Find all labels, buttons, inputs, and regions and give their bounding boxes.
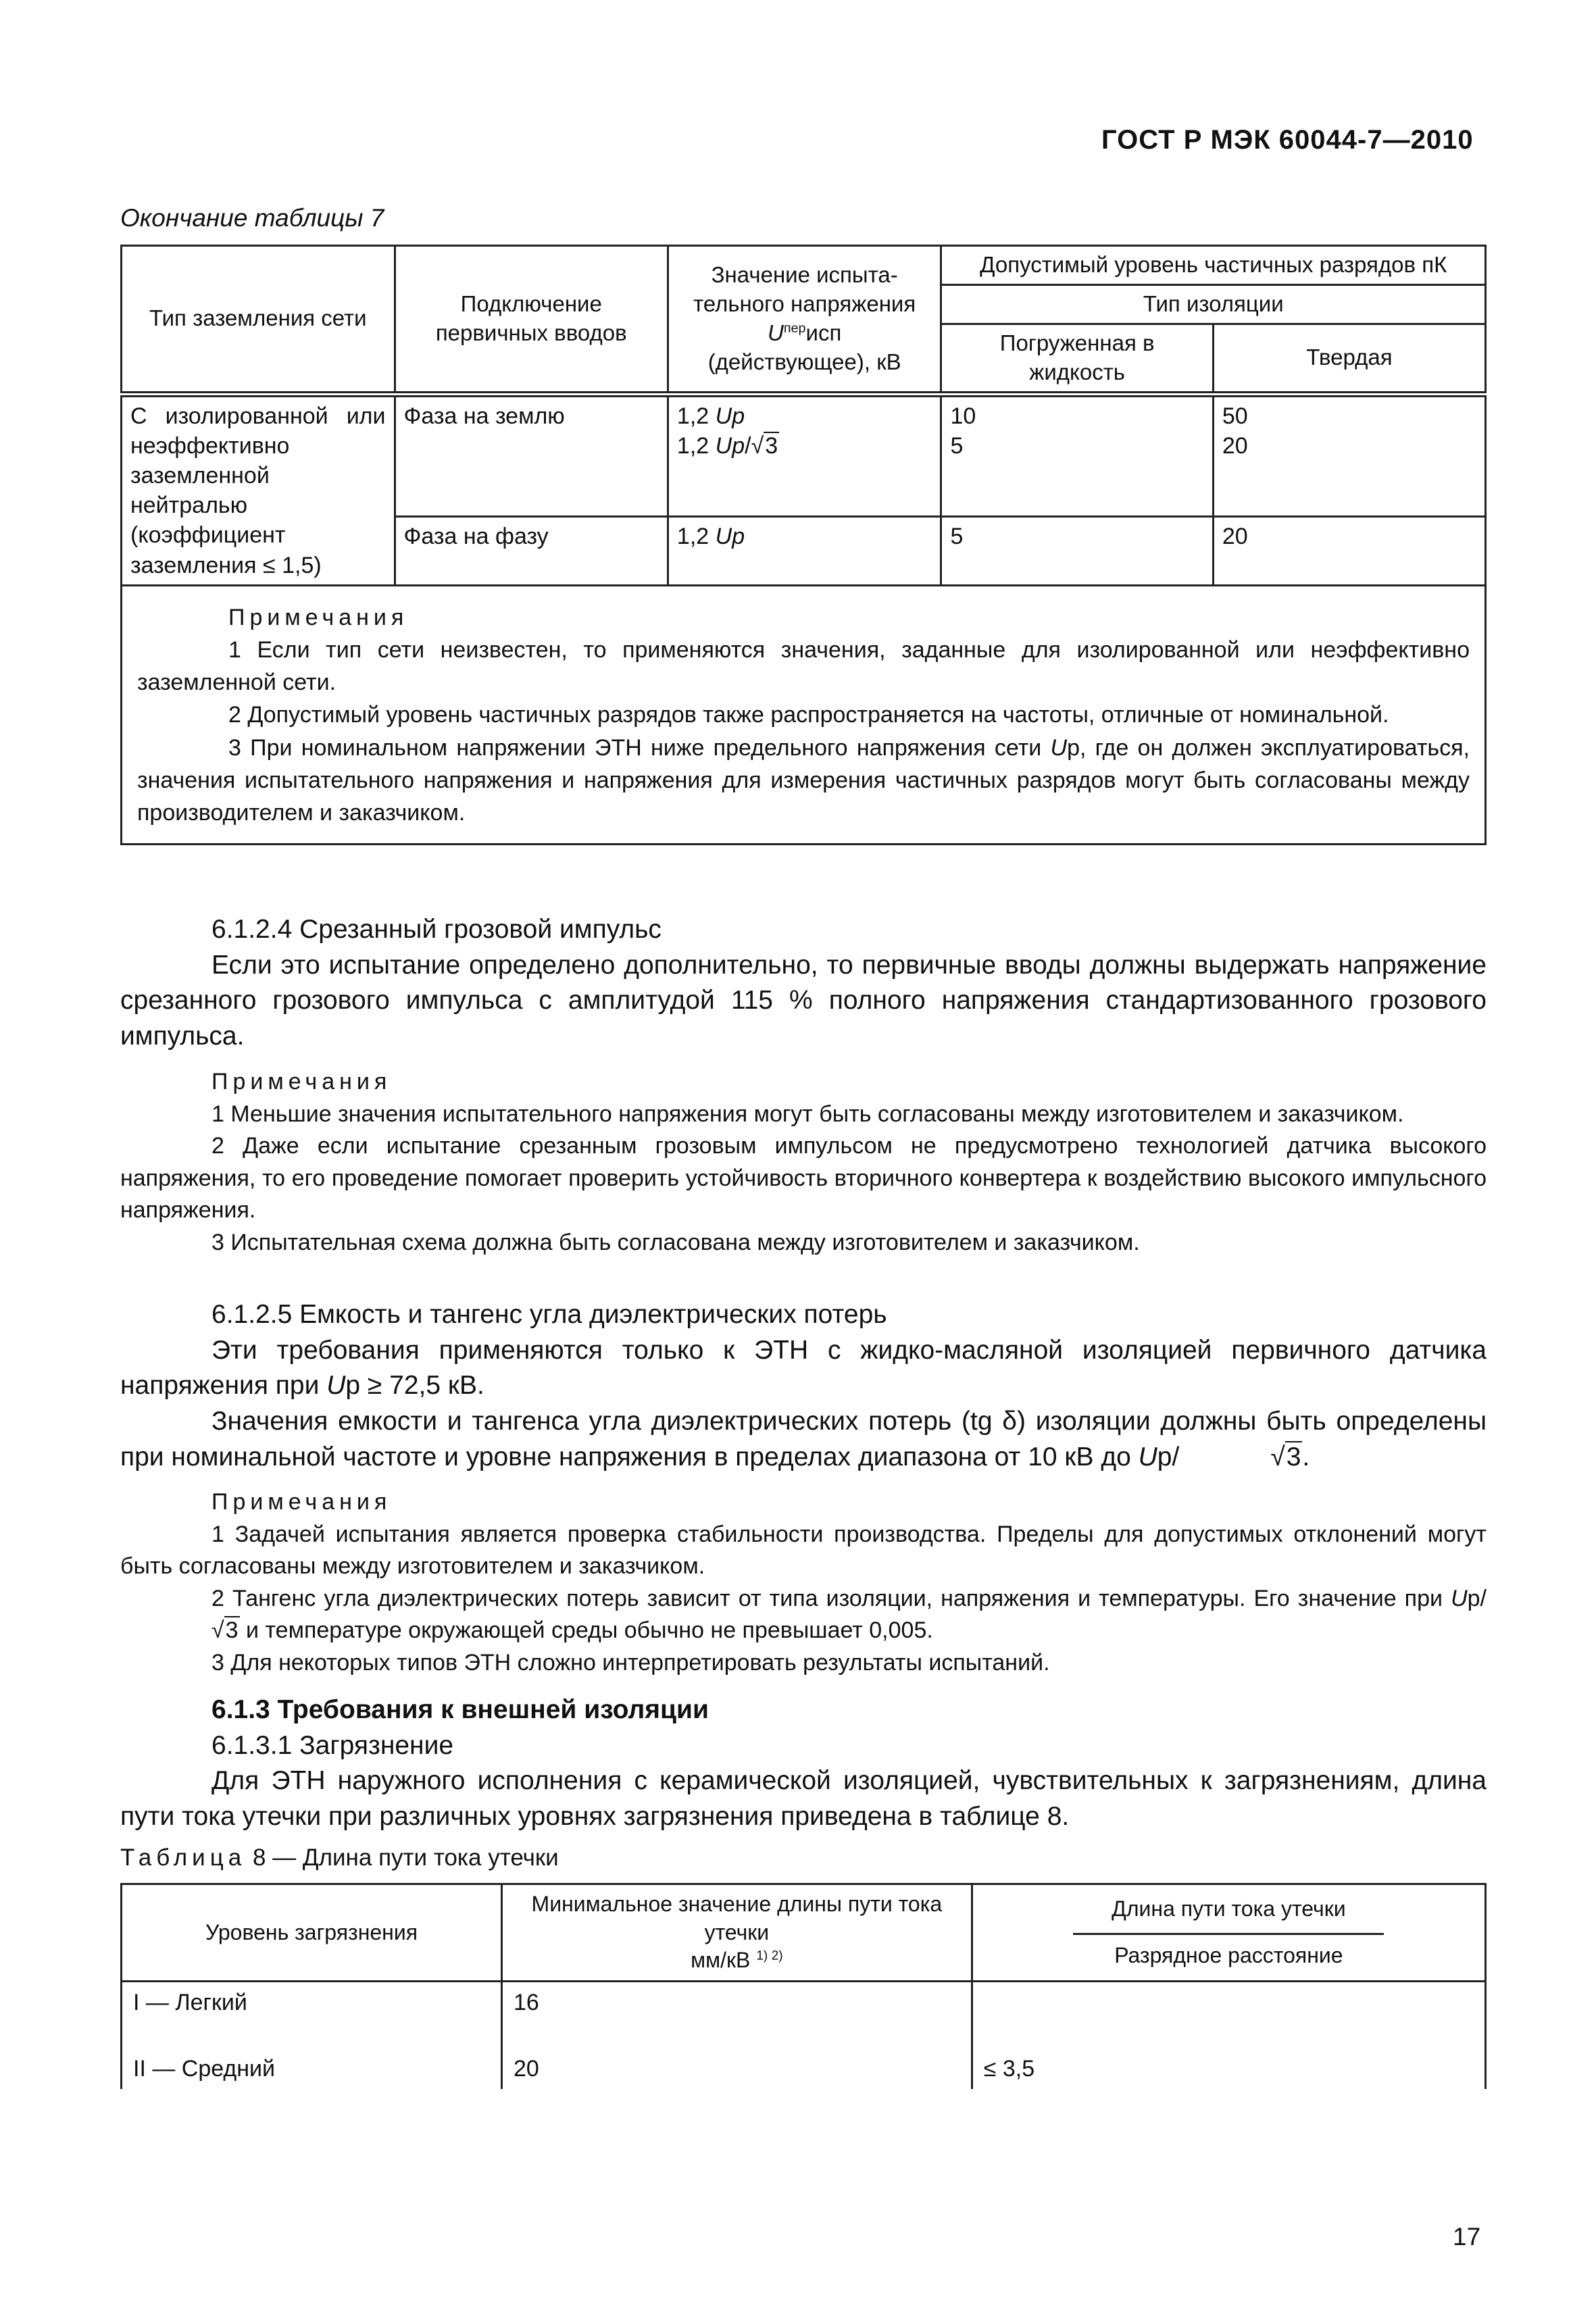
table-7 [120,245,1487,845]
notes-title: Примечания [211,1069,392,1095]
table7-caption: Окончание таблицы 7 [120,204,384,232]
cell-voltage-2: 1,2 Up [668,517,941,585]
table8-header-row [122,1884,1486,1982]
notes-title: Примечания [228,604,409,630]
header-voltage-line2: тельного напряжения [693,291,916,316]
cell-level: II — Средний [122,2048,502,2089]
subsection-heading: 6.1.3.1 Загрязнение [211,1730,454,1760]
note-2: 2 Допустимый уровень частичных разрядов также распространяется на частоты, отличные от номинальной. [228,702,1389,728]
header-immersed: Погруженная в жидкость [941,324,1213,394]
cell-voltage-1: 1,2 Up 1,2 Up/√3 [668,394,941,517]
cell-connection-2: Фаза на фазу [395,517,668,585]
section-6124-notes [120,1066,1487,1259]
section-heading: 6.1.3 Требования к внешней изоляции [211,1695,709,1724]
section-heading: 6.1.2.4 Срезанный грозовой импульс [211,915,662,944]
notes-title: Примечания [211,1489,392,1515]
cell-min: 16 [502,1981,972,2048]
header-voltage-line1: Значение испыта- [711,262,898,287]
header-min-creepage: Минимальное значение длины пути тока утечки мм/кВ $^{1) 2)}$ [502,1884,972,1982]
cell-min: 20 [502,2048,972,2089]
cell-ratio [972,1981,1485,2048]
header-test-voltage [668,246,941,395]
cell-grounding-type: С изолированной или неэффективно заземленной нейтралью (коэффициент заземления ≤ 1,5) [122,394,395,585]
fraction-line [1073,1933,1384,1935]
header-voltage-symbol: $U^{пер}исп$ [767,320,842,345]
cell-level: I — Легкий [122,1981,502,2048]
header-insulation-type: Тип изоляции [941,284,1486,324]
section-6124 [120,912,1487,1055]
table-8 [120,1883,1487,2089]
header-voltage-line4: (действующее), кВ [707,349,901,374]
cell-immersed-1: 10 5 [941,394,1213,517]
table-row [122,1981,1486,2048]
note-1: 1 Меньшие значения испытательного напряжения могут быть согласованы между изготовителем и заказчиком. [211,1101,1404,1127]
section-6125 [120,1297,1487,1475]
note-1: 1 Если тип сети неизвестен, то применяются значения, заданные для изолированной или неэффективно заземленной сети. [137,636,1470,696]
note-2: 2 Даже если испытание срезанным грозовым импульсом не предусмотрено технологией датчика высокого напряжения, то его проведение помогает проверить устойчивость вторичного конвертера к воздействию высокого импульсного напряжения. [120,1133,1487,1224]
table7-notes [122,585,1486,844]
header-creepage-ratio: Длина пути тока утечки Разрядное расстояние [972,1884,1485,1982]
note-3: 3 Испытательная схема должна быть согласована между изготовителем и заказчиком. [211,1229,1140,1255]
section-text: Если это испытание определено дополнительно, то первичные вводы должны выдержать напряжение срезанного грозового импульса с амплитудой 115 % полного напряжения стандартизованного грозового импульса. [120,950,1487,1051]
header-pollution-level: Уровень загрязнения [122,1884,502,1982]
cell-solid-1: 50 20 [1213,394,1485,517]
note-3: 3 Для некоторых типов ЭТН сложно интерпретировать результаты испытаний. [211,1649,1050,1676]
table8-title: Таблица 8 — Длина пути тока утечки [120,1844,559,1871]
section-6125-notes [120,1486,1487,1680]
table-row [122,394,1486,517]
section-613 [120,1692,1487,1835]
cell-ratio: ≤ 3,5 [972,2048,1485,2089]
table7-notes-row [122,585,1486,844]
section-heading: 6.1.2.5 Емкость и тангенс угла диэлектрических потерь [211,1300,887,1329]
note-3: 3 При номинальном напряжении ЭТН ниже предельного напряжения сети Up, где он должен эксплуатироваться, значения испытательного напряжения и напряжения для измерения частичных разрядов могут быть согласованы между производителем и заказчиком. [137,734,1470,826]
header-connection: Подключение первичных вводов [395,246,668,395]
section-para-2: Значения емкости и тангенса угла диэлектрических потерь (tg δ) изоляции должны быть определены при номинальной частоте и уровне напряжения в пределах диапазона от 10 кВ до Up/ √3. [120,1406,1487,1472]
section-text: Для ЭТН наружного исполнения с керамической изоляцией, чувствительных к загрязнениям, длина пути тока утечки при различных уровнях загрязнения приведена в таблице 8. [120,1766,1487,1831]
document-code: ГОСТ Р МЭК 60044-7—2010 [1101,125,1474,155]
table-row [122,2048,1486,2089]
page-number: 17 [1453,2223,1481,2250]
cell-immersed-2: 5 [941,517,1213,585]
header-pd-level: Допустимый уровень частичных разрядов пК [941,246,1486,285]
cell-solid-2: 20 [1213,517,1485,585]
header-grounding: Тип заземления сети [122,246,395,395]
section-para-1: Эти требования применяются только к ЭТН с жидко-масляной изоляцией первичного датчика напряжения при Up ≥ 72,5 кВ. [120,1335,1487,1401]
header-solid: Твердая [1213,324,1485,394]
note-1: 1 Задачей испытания является проверка стабильности производства. Пределы для допустимых отклонений могут быть согласованы между изготовителем и заказчиком. [120,1521,1487,1580]
table7-header-row [122,246,1486,285]
note-2: 2 Тангенс угла диэлектрических потерь зависит от типа изоляции, напряжения и температуры. Его значение при Up/√3 и температуре окружающей среды обычно не превышает 0,005. [211,1585,1487,1644]
cell-connection-1: Фаза на землю [395,394,668,517]
